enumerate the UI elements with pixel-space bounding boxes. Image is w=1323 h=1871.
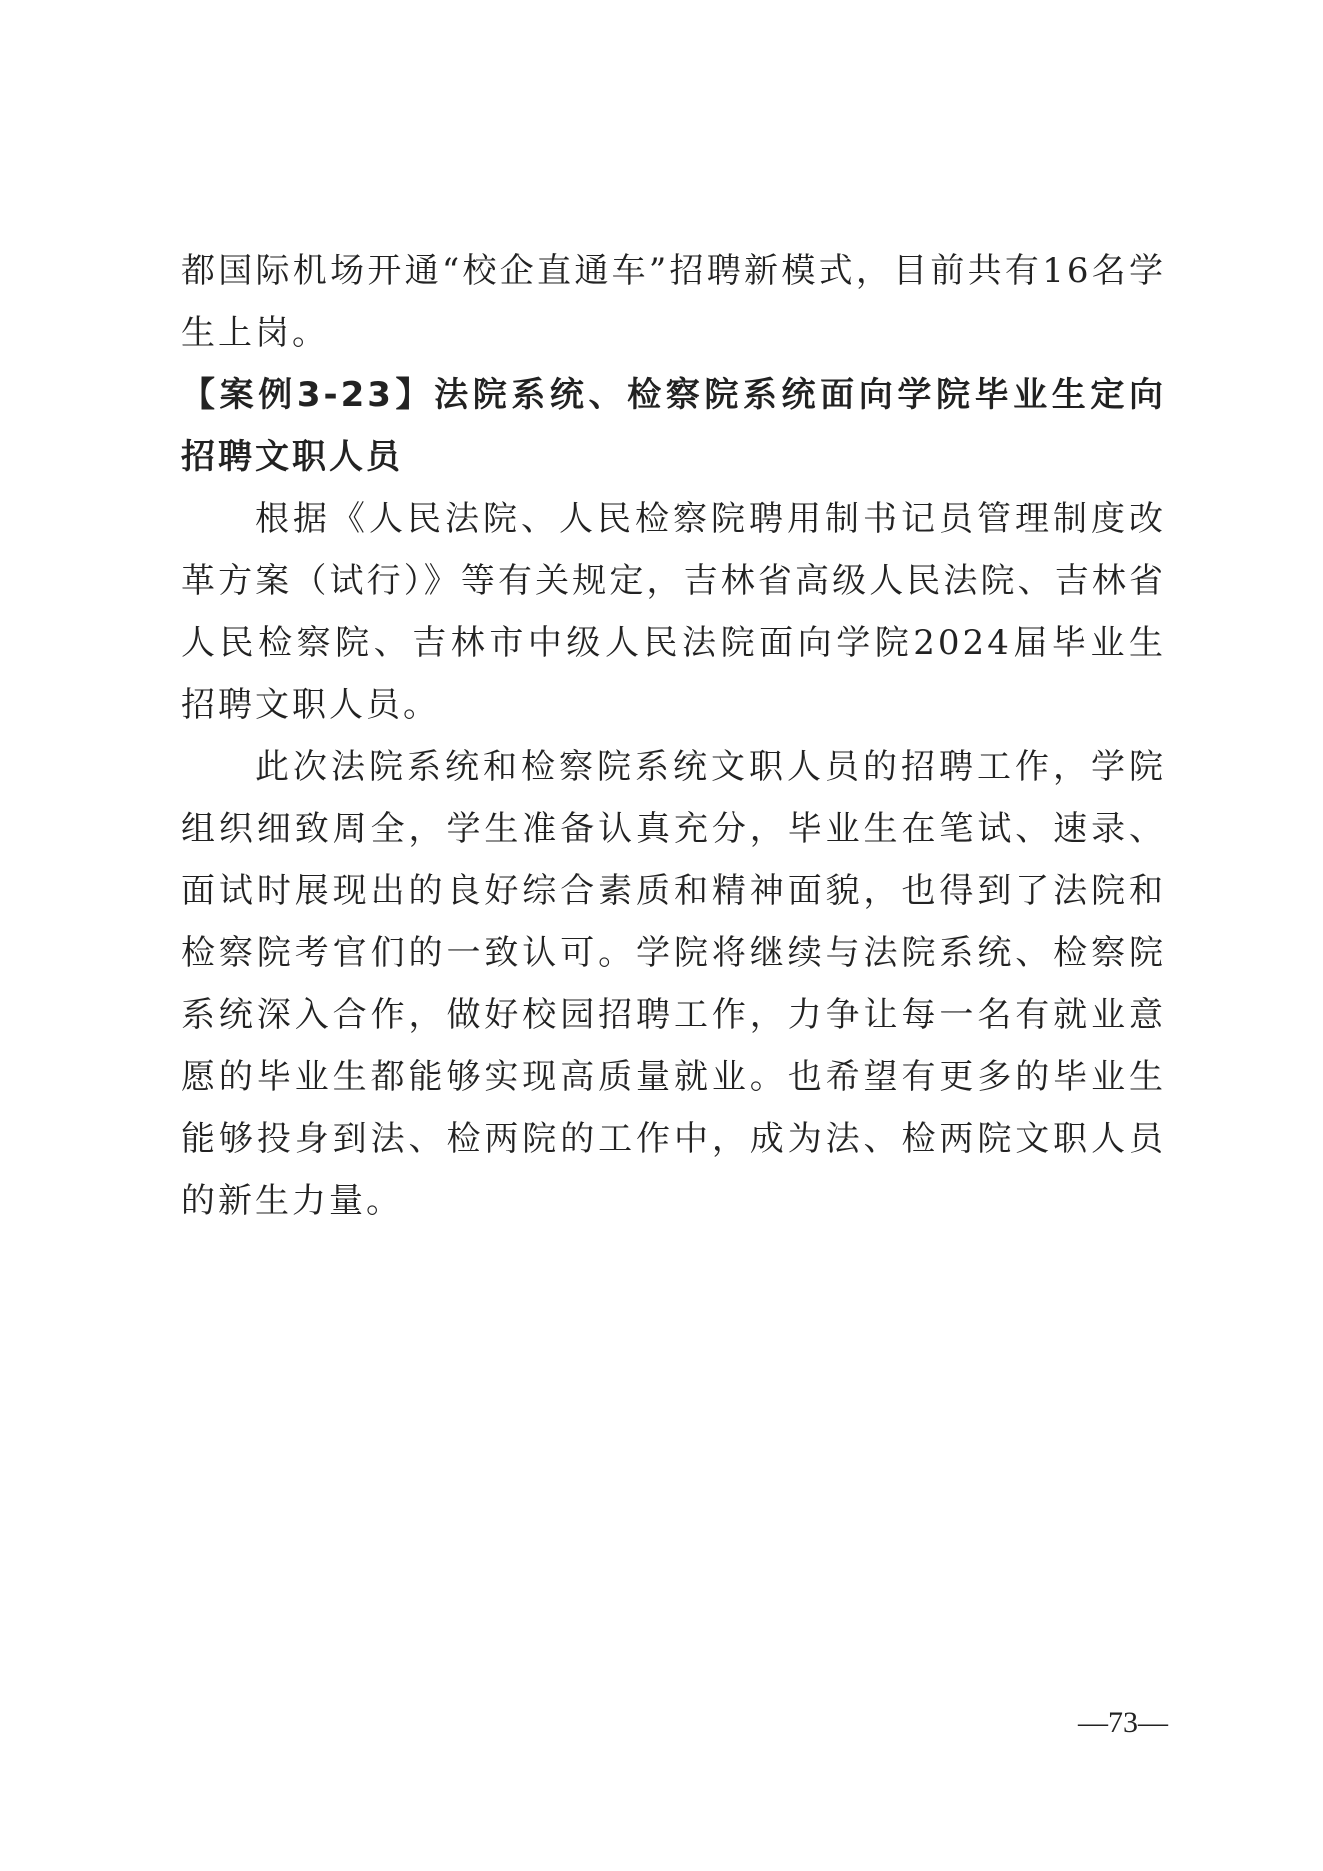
body-paragraph-1: 根据《人民法院、人民检察院聘用制书记员管理制度改革方案（试行）》等有关规定，吉林省高级人民法院、吉林省人民检察院、吉林市中级人民法院面向学院2024届毕业生招聘文职人员。 — [181, 499, 1166, 725]
page-number: —73— — [1078, 1706, 1168, 1739]
continued-paragraph: 都国际机场开通“校企直通车”招聘新模式，目前共有16名学生上岗。 — [181, 251, 1166, 353]
case-heading: 【案例3-23】法院系统、检察院系统面向学院毕业生定向招聘文职人员 — [181, 375, 1166, 477]
body-paragraph-2: 此次法院系统和检察院系统文职人员的招聘工作，学院组织细致周全，学生准备认真充分，毕业生在笔试、速录、面试时展现出的良好综合素质和精神面貌，也得到了法院和检察院考官们的一致认可。学院将继续与法院系统、检察院系统深入合作，做好校园招聘工作，力争让每一名有就业意愿的毕业生都能够实现高质量就业。也希望有更多的毕业生能够投身到法、检两院的工作中，成为法、检两院文职人员的新生力量。 — [181, 747, 1166, 1221]
page-content — [181, 240, 1166, 1232]
